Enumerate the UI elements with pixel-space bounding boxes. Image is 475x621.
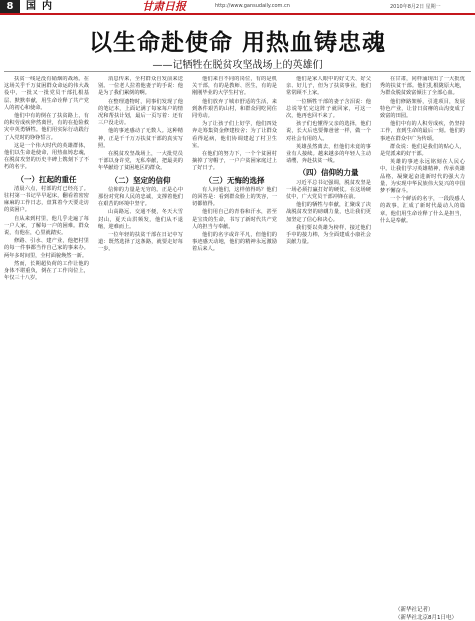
- paragraph: 扶贫一线是没有硝烟的战场。在这场关乎千万贫困群众命运的伟大战役中，一批又一批党员干部扎根基层、默默奉献，用生命诠释了共产党人的初心和使命。: [4, 76, 89, 111]
- newspaper-masthead-logo: 甘肃日报: [142, 0, 186, 13]
- paragraph: 山高路远、交通不便，冬天大雪封山，夏天山洪频发，他们从不退缩，迎难而上。: [98, 209, 183, 230]
- paragraph: 孩子们也懂得父亲的选择，他们说，长大后也要像爸爸一样，做一个对社会有用的人。: [286, 121, 371, 142]
- paragraph: 习近平总书记强调，脱贫攻坚是一场必须打赢打好的硬仗。在这场硬仗中，广大党员干部冲锋在前。: [286, 179, 371, 201]
- paragraph: 英雄的事迹永远铭刻在人民心中。让我们学习英雄精神，传承英雄品格，凝聚起奋进新时代的强大力量，为实现中华民族伟大复兴的中国梦不懈奋斗。: [380, 159, 465, 195]
- paragraph: 他们的名字或许平凡，但他们的事迹感天动地，他们的精神永远激励着后来人。: [192, 232, 277, 253]
- page-header-bar: [0, 0, 475, 15]
- section-subheading: （四）信仰的力量: [298, 168, 359, 178]
- paragraph: 在整理遗物时，同事们发现了他的笔记本，上面记满了每家每户的情况和帮扶计划，最后一页写着：还有三户没走访。: [98, 98, 183, 127]
- section-subheading: （一）扛起的重任: [16, 174, 77, 184]
- paragraph: 自从来到村里，他几乎走遍了每一户人家，了解每一户的困难。群众说，有他在，心里就踏实。: [4, 215, 89, 237]
- paragraph: 在他们的努力下，一个个贫困村摘掉了穷帽子，一户户贫困家庭过上了好日子。: [192, 151, 277, 172]
- paragraph: 他们中有的人积劳成疾，仍坚持工作，直到生命的最后一刻。他们的事迹在群众中广为传颂。: [380, 121, 465, 142]
- headline-divider: [4, 71, 471, 72]
- paragraph: 然而，长期超负荷的工作让他的身体不堪重负，倒在了工作岗位上，年仅三十八岁。: [4, 260, 89, 282]
- byline: （新华社记者）: [395, 607, 434, 613]
- paragraph: 一位牺牲干部的妻子含泪说：他总说等忙完这阵子就回家，可这一次，他再也回不来了。: [286, 98, 371, 120]
- paragraph: 清晨六点，村部的灯已经亮了。驻村第一书记早早起床，翻看着密密麻麻的工作日志，盘算着今天要走访的贫困户。: [4, 185, 89, 214]
- text-column-2: [98, 76, 183, 616]
- paragraph: 他的事迹感动了无数人。这种精神，正是千千万万扶贫干部的真实写照。: [98, 128, 183, 149]
- text-column-1: [4, 76, 89, 616]
- paragraph: 他们用自己的青春和汗水，甚至是宝贵的生命，书写了新时代共产党人的担当与奉献。: [192, 209, 277, 230]
- page-number: 8: [0, 0, 20, 13]
- paragraph: 他们放弃了城市舒适的生活，来到条件艰苦的山村，和群众同吃同住同劳动。: [192, 98, 277, 120]
- paragraph: 他们来自不同的岗位，有的是机关干部，有的是教师、医生，有的是刚刚毕业的大学生村官。: [192, 76, 277, 97]
- paragraph: 他们是家人眼中的好丈夫、好父亲、好儿子，但为了扶贫事业，他们常常顾不上家。: [286, 76, 371, 97]
- paragraph: 这是一个伟大时代的英雄群体，他们以生命赴使命，用热血铸忠魂，在脱贫攻坚的历史丰碑上镌刻下了不朽的名字。: [4, 142, 89, 171]
- dateline-footnote: （新华社北京8月1日电）: [395, 615, 457, 621]
- paragraph: 他们的牺牲与奉献，汇聚成了决战脱贫攻坚的磅礴力量，也让我们更加坚定了信心和决心。: [286, 202, 371, 223]
- text-column-3: [192, 76, 277, 616]
- paragraph: 一个个鲜活的名字，一段段感人的故事，汇成了新时代最动人的篇章。他们用生命诠释了什么是担当，什么是奉献。: [380, 196, 465, 224]
- website-url: http://www.gansudaily.com.cn: [215, 3, 290, 9]
- paragraph: 一位年轻的扶贫干部在日记中写道：既然选择了这条路，就要走好每一步。: [98, 232, 183, 253]
- paragraph: 他们修路架桥，引进项目，发展特色产业，让昔日贫瘠的山沟变成了致富的田园。: [380, 98, 465, 120]
- paragraph: 在甘肃，同样涌现出了一大批优秀的扶贫干部。他们扎根陇原大地，为群众脱贫致富倾注了全部心血。: [380, 76, 465, 97]
- paragraph: 他们中有的倒在了扶贫路上，有的积劳成疾猝然离世，有的在抢险救灾中英勇牺牲。他们用实际行动践行了入党时的铮铮誓言。: [4, 113, 89, 141]
- paragraph: 英雄虽然离去，但他们未竟的事业有人接续。越来越多的年轻人主动请缨，奔赴扶贫一线。: [286, 143, 371, 165]
- paragraph: 修路、引水、建产业，他把村里的每一件事都当作自己家的事来办。两年多时间里，全村面貌焕然一新。: [4, 238, 89, 259]
- section-subheading: （二）坚定的信仰: [110, 175, 171, 185]
- section-title: 国内: [26, 1, 58, 12]
- article-subheadline: ——记牺牲在脱贫攻坚战场上的英雄们: [152, 60, 323, 71]
- paragraph: 消息传来，全村群众自发前来送别。一位老人拉着他妻子的手说：他是为了我们累倒的啊。: [98, 76, 183, 97]
- paragraph: 信仰的力量是无穷的。正是心中那份对党和人民的忠诚，支撑着他们在艰苦的环境中坚守。: [98, 186, 183, 208]
- article-headline: 以生命赴使命 用热血铸忠魂: [88, 29, 386, 56]
- paragraph: 在脱贫攻坚战场上，一大批党员干部以身许党，无私奉献，把最美的年华献给了贫困地区的群众。: [98, 151, 183, 172]
- paragraph: 为了让孩子们上好学，他们四处奔走筹集资金修建校舍；为了让群众看得起病，他们协调建起了村卫生室。: [192, 121, 277, 149]
- text-column-4: [286, 76, 371, 616]
- text-column-5: [380, 76, 465, 601]
- paragraph: 我们要以英雄为榜样，接过他们手中的接力棒，为全面建成小康社会贡献力量。: [286, 224, 371, 246]
- issue-date: 2010年8月2日 星期一: [390, 4, 441, 10]
- paragraph: 有人问他们，这样值得吗？他们的回答是：看到群众脸上的笑容，一切都值得。: [192, 186, 277, 208]
- paragraph: 群众说：他们是我们的贴心人，是党派来的好干部。: [380, 143, 465, 158]
- section-subheading: （三）无悔的选择: [204, 175, 265, 185]
